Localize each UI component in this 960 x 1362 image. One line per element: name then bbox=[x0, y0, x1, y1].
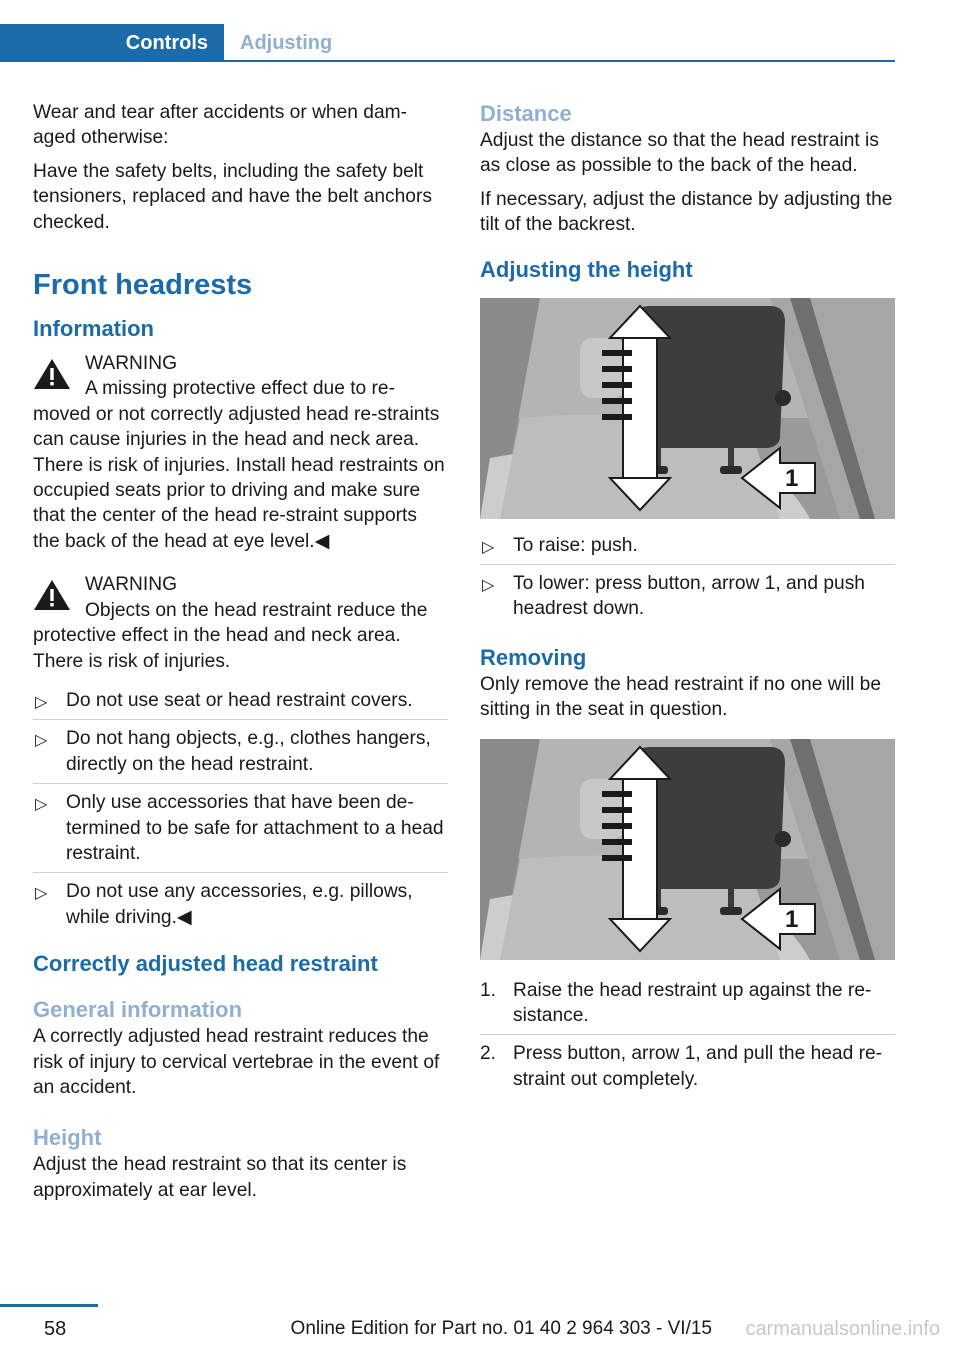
warning-2-title: WARNING bbox=[85, 574, 178, 596]
warning-bullet-list bbox=[33, 682, 448, 936]
list-item bbox=[480, 1034, 895, 1098]
tab-controls-label: Controls bbox=[125, 31, 208, 54]
step-number: 1. bbox=[480, 979, 497, 1001]
heading-correctly-adjusted: Correctly adjusted head restraint bbox=[33, 951, 378, 977]
warning-2-body bbox=[33, 623, 448, 674]
heading-distance: Distance bbox=[480, 101, 572, 126]
intro-paragraph-2: Have the safety belts, including the safety belt tensioners, replaced and have the belt anchors checked. bbox=[33, 160, 432, 233]
warning-1-text-b: moved or not correctly adjusted head re‐straints can cause injuries in the head and neck area. There is risk of injuries. Install head restraints on occupied seats prior to driving and make sure that the center of the head re‐straint supports the back of the head at eye level.◀ bbox=[33, 403, 445, 552]
warning-2-text-b: protective effect in the head and neck area. There is risk of injuries. bbox=[33, 625, 401, 672]
warning-1-body bbox=[33, 402, 448, 554]
heading-height: Height bbox=[33, 1125, 102, 1151]
triangle-bullet-icon: ▷ bbox=[482, 577, 495, 595]
step-text: Raise the head restraint up against the re‐sistance. bbox=[513, 979, 872, 1027]
list-item-text: Do not hang objects, e.g., clothes hangers, directly on the head restraint. bbox=[66, 728, 431, 775]
triangle-bullet-icon: ▷ bbox=[35, 693, 48, 711]
warning-block-1 bbox=[33, 351, 448, 402]
headrest-height-image bbox=[480, 298, 895, 519]
step-text: Press button, arrow 1, and pull the head re‐straint out completely. bbox=[513, 1043, 883, 1090]
list-item bbox=[33, 872, 448, 936]
removing-paragraph: Only remove the head restraint if no one will be sitting in the seat in question. bbox=[480, 673, 882, 721]
heading-front-headrests: Front headrests bbox=[33, 269, 253, 302]
warning-2-text-a: Objects on the head restraint reduce the bbox=[85, 599, 428, 621]
warning-1-text-a: A missing protective effect due to re‐ bbox=[85, 378, 395, 400]
list-item-text: To lower: press button, arrow 1, and push headrest down. bbox=[513, 573, 865, 620]
list-item-text: Do not use seat or head restraint covers. bbox=[66, 689, 413, 711]
heading-information: Information bbox=[33, 316, 154, 342]
height-paragraph: Adjust the head restraint so that its center is approximately at ear level. bbox=[33, 1154, 407, 1201]
intro-paragraph-1: Wear and tear after accidents or when dam‐aged otherwise: bbox=[33, 102, 407, 149]
heading-adjusting-height: Adjusting the height bbox=[480, 256, 693, 282]
image-callout-label: 1 bbox=[785, 905, 799, 933]
tab-adjusting-label: Adjusting bbox=[240, 31, 333, 54]
tab-controls[interactable] bbox=[0, 24, 224, 62]
watermark-text: carmanualsonline.info bbox=[745, 1318, 940, 1340]
step-number: 2. bbox=[480, 1043, 497, 1065]
triangle-bullet-icon: ▷ bbox=[482, 538, 495, 556]
right-column bbox=[480, 100, 895, 1098]
heading-general-information: General information bbox=[33, 997, 243, 1023]
list-item bbox=[33, 719, 448, 783]
triangle-bullet-icon: ▷ bbox=[35, 885, 48, 903]
edition-text: Online Edition for Part no. 01 40 2 964 303 - VI/15 bbox=[290, 1318, 712, 1339]
triangle-bullet-icon: ▷ bbox=[35, 732, 48, 750]
list-item bbox=[480, 564, 895, 628]
list-item-text: Do not use any accessories, e.g. pillows, while driving.◀ bbox=[66, 881, 413, 928]
list-item bbox=[480, 527, 895, 564]
triangle-bullet-icon: ▷ bbox=[35, 796, 48, 814]
warning-1-title: WARNING bbox=[85, 353, 178, 375]
heading-removing: Removing bbox=[480, 644, 587, 670]
header-rule bbox=[0, 60, 895, 62]
header-tabbar bbox=[0, 24, 895, 62]
list-item-text: To raise: push. bbox=[513, 534, 638, 556]
warning-block-2 bbox=[33, 572, 448, 623]
distance-paragraph-1: Adjust the distance so that the head restraint is as close as possible to the back of the head. bbox=[480, 130, 879, 177]
general-information-paragraph: A correctly adjusted head restraint reduces the risk of injury to cervical vertebrae in the event of an accident. bbox=[33, 1026, 440, 1098]
page-number: 58 bbox=[44, 1318, 67, 1340]
headrest-removal-image bbox=[480, 739, 895, 960]
warning-triangle-icon bbox=[33, 578, 71, 612]
list-item bbox=[33, 783, 448, 872]
list-item bbox=[480, 972, 895, 1035]
list-item-text: Only use accessories that have been de‐termined to be safe for attachment to a head restraint. bbox=[66, 792, 444, 864]
list-item bbox=[33, 682, 448, 719]
left-column bbox=[33, 100, 448, 1211]
image-callout-label: 1 bbox=[785, 464, 799, 492]
distance-paragraph-2: If necessary, adjust the distance by adjusting the tilt of the backrest. bbox=[480, 188, 893, 236]
footer-rule bbox=[0, 1304, 98, 1307]
warning-triangle-icon bbox=[33, 357, 71, 391]
removing-steps-list bbox=[480, 972, 895, 1099]
adjusting-bullet-list bbox=[480, 527, 895, 628]
tab-adjusting[interactable] bbox=[240, 24, 332, 62]
